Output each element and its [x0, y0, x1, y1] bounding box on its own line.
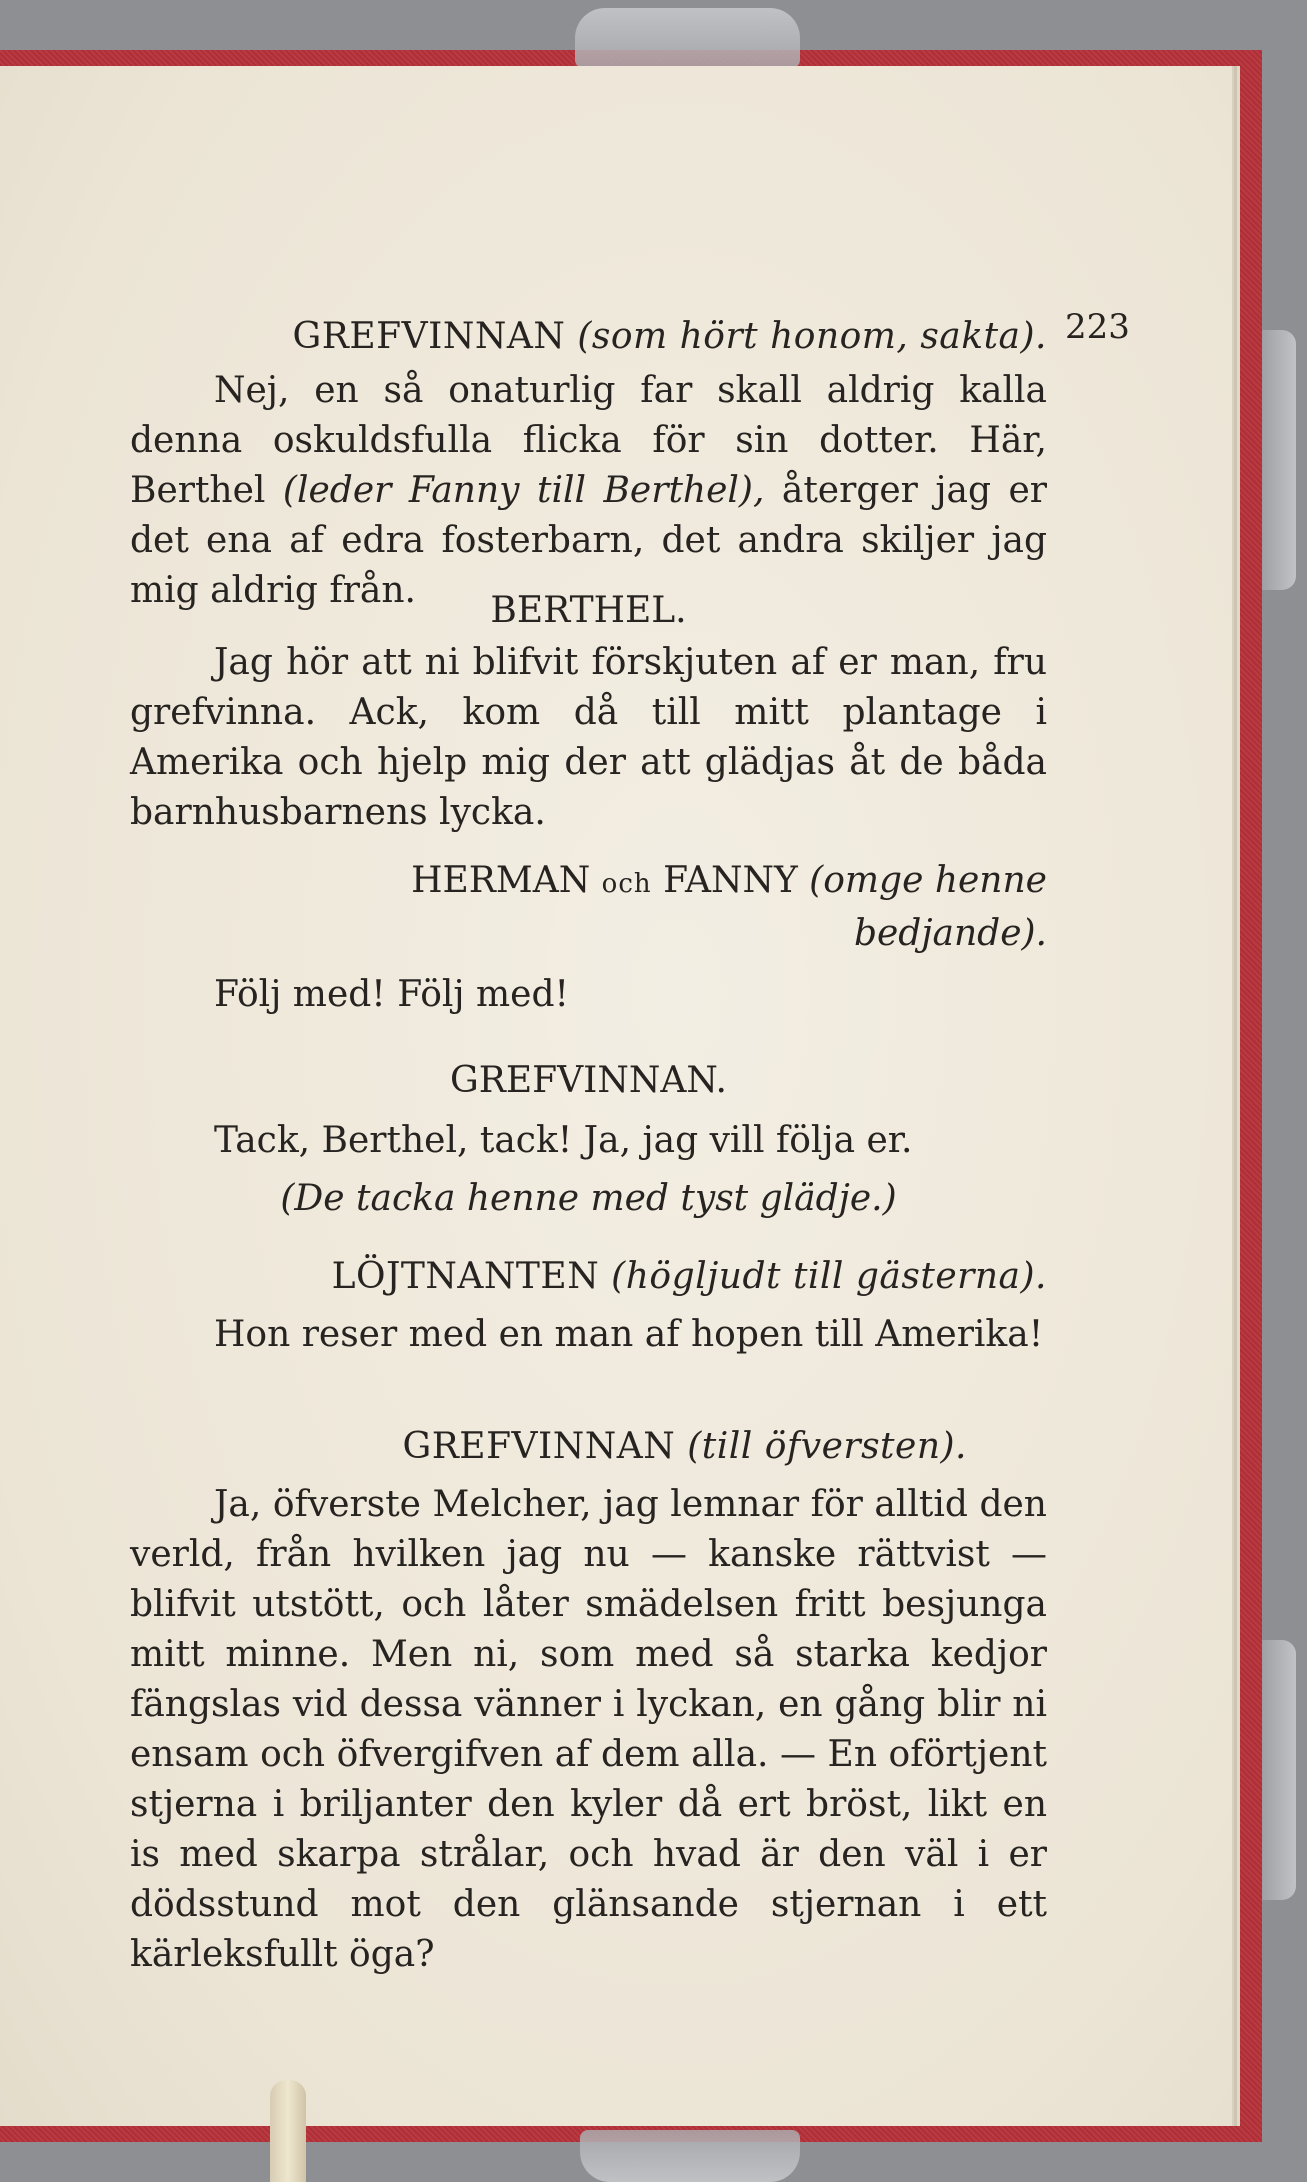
conjunction: och: [601, 869, 652, 899]
speech-text: Hon reser med en man af hopen till Amerika!: [214, 1314, 1044, 1355]
speaker-grefvinnan-2: [130, 1056, 1047, 1106]
speaker-name: GREFVINNAN.: [450, 1060, 727, 1101]
page-tab-lower: [1262, 1640, 1296, 1900]
speaker-name: HERMAN: [411, 860, 591, 901]
speech-text: återger jag er det ena af edra fosterbarn, det andra skiljer jag mig aldrig från.: [130, 470, 1048, 611]
speaker-name: GREFVINNAN: [292, 316, 566, 357]
speaker-name: LÖJTNANTEN: [331, 1256, 600, 1297]
stage-direction: (till öfversten).: [687, 1426, 967, 1467]
speaker-name: BERTHEL.: [490, 590, 687, 631]
stage-direction: (omge henne bedjande).: [809, 860, 1047, 954]
speaker-lojtnanten: [130, 1252, 1047, 1302]
stage-direction: (De tacka henne med tyst glädje.): [280, 1178, 897, 1219]
speech-text: Ja, öfverste Melcher, jag lemnar för alltid den verld, från hvilken jag nu — kanske rättvist — blifvit utstött, och låter smädelsen fritt besjunga mitt minne. Men ni, som med så starka kedjor fängslas vid dessa vänner i lyckan, en gång blir ni ensam och öfvergifven af dem alla. — En oförtjent stjerna i briljanter den kyler då ert bröst, likt en is med skarpa strålar, och hvad är den väl i er dödsstund mot den glänsande stjernan i ett kärleksfullt öga?: [130, 1484, 1047, 1975]
speech-text: Jag hör att ni blifvit förskjuten af er man, fru grefvinna. Ack, kom då till mitt plantage i Amerika och hjelp mig der att glädjas åt de båda barnhusbarnens lycka.: [130, 642, 1047, 833]
speaker-herman-fanny: [130, 856, 1047, 959]
page-number: 223: [1065, 307, 1130, 347]
clip-top: [575, 8, 800, 68]
stage-direction-block: [130, 1174, 1047, 1224]
speech-text: Följ med! Följ med!: [214, 974, 569, 1015]
speaker-berthel: [130, 586, 1047, 636]
speaker-grefvinnan-3: [130, 1422, 1047, 1472]
speech-text: Nej, en så onaturlig far skall aldrig kalla denna oskuldsfulla flicka för sin dotter. Här, Berthel: [130, 370, 1047, 511]
speech-text: Tack, Berthel, tack! Ja, jag vill följa er.: [214, 1120, 913, 1161]
speaker-grefvinnan-1: [130, 312, 1047, 362]
speaker-name: GREFVINNAN: [402, 1426, 676, 1467]
stage-direction: (leder Fanny till Berthel),: [282, 470, 765, 511]
stage-direction: (högljudt till gästerna).: [611, 1256, 1047, 1297]
speech-herman-fanny: [130, 970, 1047, 1020]
clip-bottom: [580, 2130, 800, 2182]
speaker-name: FANNY: [663, 860, 798, 901]
book-page: [0, 66, 1232, 2126]
stage-direction: (som hört honom, sakta).: [577, 316, 1047, 357]
bookmark-ribbon: [270, 2080, 306, 2182]
speech-grefvinnan-2: [130, 1116, 1047, 1166]
speech-grefvinnan-3: [130, 1480, 1047, 1980]
page-tab-upper: [1262, 330, 1296, 590]
speech-lojtnanten: [130, 1310, 1047, 1360]
speech-berthel: [130, 638, 1047, 838]
speech-grefvinnan-1: [130, 366, 1047, 616]
